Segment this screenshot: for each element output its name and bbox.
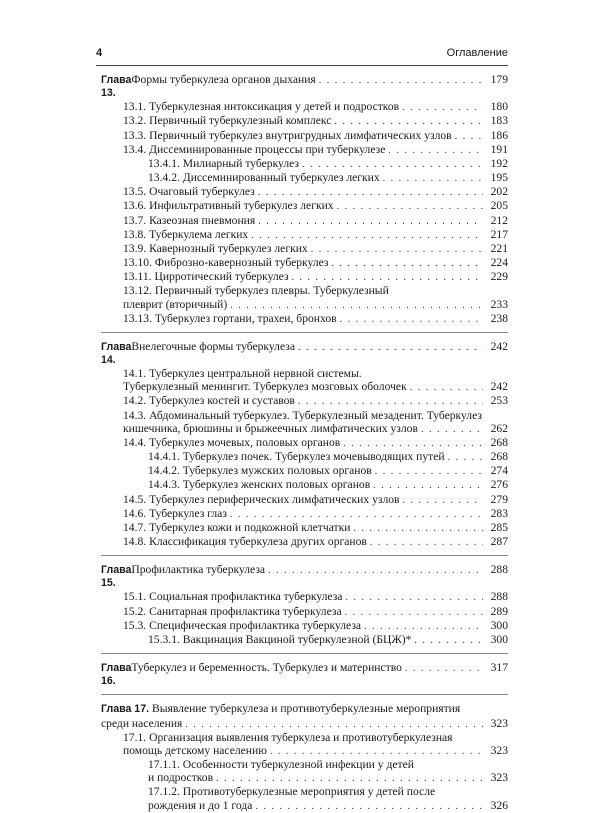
page-ref: 317: [490, 661, 508, 675]
chapter-entry: [101, 73, 508, 100]
toc-line: [123, 242, 508, 256]
page-ref: 326: [490, 798, 508, 812]
entry-title: 13.12. Первичный туберкулез плевры. Туберкулезный: [123, 284, 389, 298]
toc-line: [123, 214, 508, 228]
leader-dots: [292, 271, 483, 284]
page-ref: 323: [490, 771, 508, 785]
toc-line: [123, 590, 508, 604]
entry-title: 14.2. Туберкулез костей и суставов: [123, 394, 295, 408]
chapter-title: Формы туберкулеза органов дыхания: [131, 73, 316, 86]
entry-title: 13.1. Туберкулезная интоксикация у детей и подростков: [123, 100, 400, 114]
entry-title: 13.9. Кавернозный туберкулез легких: [123, 241, 308, 255]
page-ref: 179: [490, 73, 508, 86]
entry-title: 13.2. Первичный туберкулезный комплекс: [123, 114, 332, 128]
chapter-divider: [101, 694, 508, 695]
toc-line: [148, 171, 508, 185]
toc-line: [123, 298, 508, 312]
running-section-title: Оглавление: [446, 47, 508, 59]
toc-line: [148, 771, 508, 785]
subsection-entry: [101, 464, 508, 478]
chapter-divider: [101, 332, 508, 333]
running-header: [96, 47, 508, 63]
subsection-entry: [101, 785, 508, 812]
leader-dots: [345, 591, 483, 604]
chapter-label: Глава 16.: [101, 662, 132, 688]
entry-title: 17.1.1. Особенности туберкулезной инфекции у детей: [148, 758, 414, 772]
chapter-label: Глава 17.: [101, 703, 152, 716]
page-ref: 268: [490, 435, 508, 449]
entry-title: 13.10. Фиброзно-кавернозный туберкулез: [123, 256, 329, 270]
entry-title: 13.11. Цирротический туберкулез: [123, 270, 289, 284]
section-entry: [101, 199, 508, 213]
section-entry: [101, 114, 508, 128]
entry-title: 14.8. Классификация туберкулеза других органов: [123, 535, 367, 548]
entry-title: 15.3. Специфическая профилактика туберкулеза: [123, 618, 362, 632]
leader-dots: [337, 200, 483, 213]
section-entry: [101, 129, 508, 143]
entry-title: 13.6. Инфильтративный туберкулез легких: [123, 199, 334, 213]
page-ref: 205: [490, 199, 508, 213]
section-entry: [101, 214, 508, 228]
leader-dots: [370, 536, 483, 549]
leader-dots: [185, 718, 483, 731]
entry-title: 13.4.2. Диссеминированный туберкулез легких: [148, 171, 380, 185]
chapter-entry: [101, 661, 508, 688]
page-ref: 186: [490, 128, 508, 142]
toc-line: [123, 312, 508, 326]
entry-title: 13.5. Очаговый туберкулез: [123, 185, 255, 199]
section-entry: [101, 731, 508, 758]
toc-line: [123, 256, 508, 270]
section-entry: [101, 535, 508, 549]
chapter-title: Внелегочные формы туберкулеза: [131, 339, 295, 353]
page-ref: 191: [490, 142, 508, 156]
toc-line: [123, 199, 508, 213]
section-entry: [101, 270, 508, 284]
page-ref: 224: [490, 256, 508, 270]
subsection-entry: [101, 758, 508, 785]
entry-title: 14.1. Туберкулез центральной нервной системы.: [123, 367, 362, 381]
leader-dots: [403, 494, 483, 507]
leader-dots: [353, 522, 483, 535]
leader-dots: [251, 229, 483, 242]
section-entry: [101, 143, 508, 157]
toc-line: [101, 73, 508, 100]
page-ref: 283: [490, 506, 508, 520]
toc-line: [123, 394, 508, 408]
leader-dots: [402, 101, 483, 114]
leader-dots: [373, 479, 483, 492]
toc-line: [123, 409, 508, 422]
page-ref: 195: [490, 171, 508, 185]
subsection-entry: [101, 157, 508, 171]
entry-title: 13.8. Туберкулема легких: [123, 227, 249, 241]
section-entry: [101, 590, 508, 604]
chapter-title: Туберкулез и беременность. Туберкулез и материнство: [131, 661, 402, 675]
toc-line: [123, 744, 508, 758]
toc-line: [123, 493, 508, 507]
toc-line: [123, 185, 508, 199]
toc-line: [123, 284, 508, 297]
toc-line: [123, 521, 508, 535]
toc-line: [123, 367, 508, 380]
chapter-title: Профилактика туберкулеза: [131, 563, 266, 577]
toc-line: [148, 478, 508, 492]
entry-title: Туберкулезный менингит. Туберкулез мозговых оболочек: [123, 380, 407, 394]
entry-title: 17.1.2. Противотуберкулезные мероприятия у детей после: [148, 785, 436, 799]
leader-dots: [405, 662, 483, 675]
toc-line: [148, 633, 508, 647]
entry-title: 13.7. Казеозная пневмония: [123, 213, 256, 227]
chapter-block: [101, 702, 508, 812]
page-ref: 253: [490, 394, 508, 408]
subsection-entry: [101, 171, 508, 185]
leader-dots: [298, 395, 483, 408]
chapter-entry: [101, 563, 508, 590]
section-entry: [101, 436, 508, 450]
section-entry: [101, 284, 508, 311]
section-entry: [101, 228, 508, 242]
section-entry: [101, 367, 508, 394]
toc-line: [101, 340, 508, 367]
leader-dots: [255, 800, 483, 813]
chapter-label: Глава 14.: [101, 340, 132, 366]
toc-line: [123, 380, 508, 394]
toc-line: [123, 535, 508, 549]
entry-title: 13.3. Первичный туберкулез внутригрудных лимфатических узлов: [123, 128, 452, 142]
section-entry: [101, 507, 508, 521]
toc-line: [148, 785, 508, 798]
entry-title: помощь детскому населению: [123, 743, 267, 757]
page-ref: 287: [490, 535, 508, 548]
leader-dots: [258, 186, 483, 199]
leader-dots: [311, 243, 483, 256]
toc-line: [101, 717, 508, 731]
page-ref: 233: [490, 297, 508, 311]
toc-line: [123, 422, 508, 436]
toc-line: [148, 799, 508, 813]
toc-line: [101, 563, 508, 590]
leader-dots: [345, 606, 483, 619]
entry-title: рождения и до 1 года: [148, 798, 253, 812]
leader-dots: [414, 634, 483, 647]
section-entry: [101, 242, 508, 256]
section-entry: [101, 619, 508, 633]
chapter-entry: [101, 340, 508, 367]
leader-dots: [298, 341, 483, 354]
toc-line: [101, 661, 508, 688]
leader-dots: [343, 437, 483, 450]
toc-line: [123, 436, 508, 450]
section-entry: [101, 493, 508, 507]
entry-title: 15.1. Социальная профилактика туберкулеза: [123, 590, 343, 604]
page-ref: 202: [490, 185, 508, 199]
leader-dots: [258, 215, 483, 228]
toc-line: [123, 228, 508, 242]
chapter-entry: [101, 702, 508, 730]
subsection-entry: [101, 478, 508, 492]
leader-dots: [319, 74, 483, 87]
entry-title: 15.3.1. Вакцинация Вакциной туберкулезной (БЦЖ)*: [148, 632, 412, 646]
toc-line: [148, 464, 508, 478]
leader-dots: [410, 381, 483, 394]
entry-title: 14.3. Абдоминальный туберкулез. Туберкулезный мезаденит. Туберкулез: [123, 408, 482, 422]
chapter-title: Выявление туберкулеза и противотуберкулезные мероприятия: [151, 702, 461, 716]
page-ref: 262: [490, 421, 508, 435]
page-ref: 221: [490, 241, 508, 255]
page-ref: 279: [490, 492, 508, 506]
section-entry: [101, 100, 508, 114]
page-ref: 217: [490, 227, 508, 241]
page-ref: 212: [490, 213, 508, 227]
page-ref: 288: [490, 590, 508, 604]
toc-line: [123, 129, 508, 143]
section-entry: [101, 256, 508, 270]
leader-dots: [364, 620, 483, 633]
page-ref: 183: [490, 114, 508, 128]
chapter-title: среди населения: [101, 716, 183, 730]
page-ref: 242: [490, 339, 508, 353]
page-ref: 180: [490, 100, 508, 114]
entry-title: 14.4. Туберкулез мочевых, половых органов: [123, 435, 341, 449]
toc-line: [101, 702, 508, 716]
leader-dots: [383, 172, 483, 185]
entry-title: 13.13. Туберкулез гортани, трахеи, бронхов: [123, 311, 337, 325]
page-ref: 288: [490, 563, 508, 577]
entry-title: кишечника, брюшины и брыжеечных лимфатических узлов: [123, 421, 418, 435]
entry-title: 17.1. Организация выявления туберкулеза и противотуберкулезная: [123, 730, 453, 744]
section-entry: [101, 312, 508, 326]
table-of-contents: [101, 73, 508, 813]
toc-line: [123, 100, 508, 114]
subsection-entry: [101, 450, 508, 464]
leader-dots: [421, 423, 483, 436]
leader-dots: [375, 465, 483, 478]
entry-title: 14.4.3. Туберкулез женских половых органов: [148, 478, 371, 492]
page-ref: 268: [490, 450, 508, 464]
leader-dots: [216, 772, 483, 785]
header-rule: [96, 65, 508, 66]
leader-dots: [340, 313, 483, 326]
page-ref: 242: [490, 380, 508, 394]
leader-dots: [268, 564, 483, 577]
toc-line: [123, 731, 508, 744]
entry-title: 13.4. Диссеминированные процессы при туберкулезе: [123, 142, 386, 156]
leader-dots: [334, 115, 483, 128]
toc-line: [123, 605, 508, 619]
chapter-block: [101, 661, 508, 695]
page-ref: 238: [490, 311, 508, 325]
page-ref: 300: [490, 632, 508, 646]
toc-line: [148, 157, 508, 171]
page-number: 4: [96, 47, 103, 59]
page-ref: 323: [490, 716, 508, 730]
page-ref: 276: [490, 478, 508, 492]
leader-dots: [448, 451, 483, 464]
leader-dots: [455, 130, 483, 143]
entry-title: 14.6. Туберкулез глаз: [123, 506, 227, 520]
entry-title: 14.4.2. Туберкулез мужских половых органов: [148, 464, 372, 478]
section-entry: [101, 394, 508, 408]
page-ref: 323: [490, 743, 508, 757]
toc-line: [148, 758, 508, 771]
entry-title: 15.2. Санитарная профилактика туберкулеза: [123, 604, 342, 618]
toc-line: [123, 270, 508, 284]
leader-dots: [230, 299, 483, 312]
entry-title: и подростков: [148, 771, 214, 785]
page-ref: 229: [490, 270, 508, 284]
page-ref: 274: [490, 464, 508, 478]
chapter-divider: [101, 555, 508, 556]
section-entry: [101, 521, 508, 535]
section-entry: [101, 409, 508, 436]
entry-title: 14.5. Туберкулез периферических лимфатических узлов: [123, 492, 400, 506]
leader-dots: [302, 158, 483, 171]
chapter-block: [101, 73, 508, 333]
toc-line: [123, 143, 508, 157]
section-entry: [101, 605, 508, 619]
chapter-divider: [101, 653, 508, 654]
page-ref: 192: [490, 156, 508, 170]
chapter-label: Глава 15.: [101, 564, 132, 590]
page-ref: 300: [490, 618, 508, 632]
page-ref: 289: [490, 604, 508, 618]
toc-line: [148, 450, 508, 464]
toc-line: [123, 619, 508, 633]
entry-title: плеврит (вторичный): [123, 297, 228, 311]
chapter-block: [101, 563, 508, 654]
page-ref: 285: [490, 520, 508, 534]
toc-line: [123, 114, 508, 128]
leader-dots: [331, 257, 483, 270]
chapter-block: [101, 340, 508, 556]
leader-dots: [388, 144, 483, 157]
subsection-entry: [101, 633, 508, 647]
entry-title: 14.4.1. Туберкулез почек. Туберкулез мочевыводящих путей: [148, 450, 445, 464]
entry-title: 13.4.1. Милиарный туберкулез: [148, 156, 299, 170]
leader-dots: [270, 745, 483, 758]
chapter-label: Глава 13.: [101, 74, 132, 100]
section-entry: [101, 185, 508, 199]
leader-dots: [230, 508, 483, 521]
entry-title: 14.7. Туберкулез кожи и подкожной клетчатки: [123, 520, 351, 534]
toc-line: [123, 507, 508, 521]
